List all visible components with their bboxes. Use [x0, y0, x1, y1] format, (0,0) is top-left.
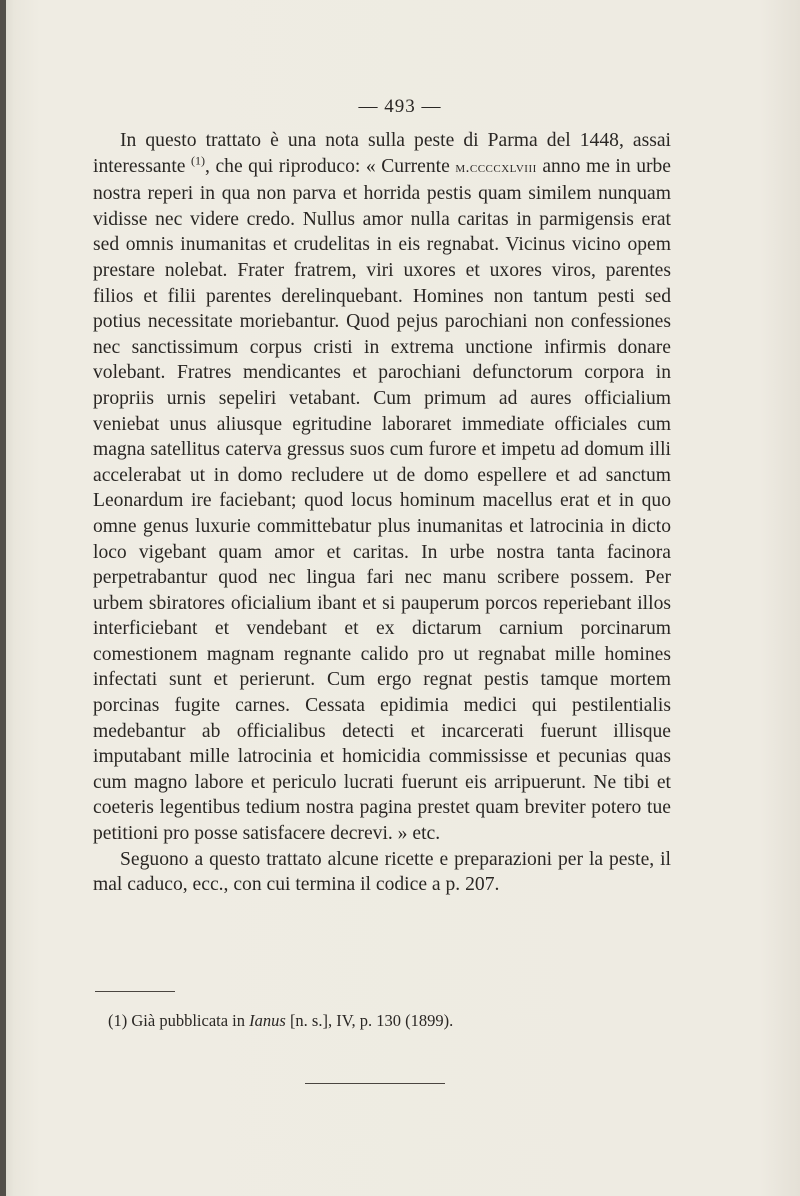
bottom-rule — [305, 1083, 445, 1084]
footnote-text-after: [n. s.], IV, p. 130 (1899). — [285, 1011, 454, 1030]
paragraph-1 — [93, 128, 671, 847]
roman-year: m.ccccxlviii — [455, 159, 537, 176]
footnote-journal: Ianus — [249, 1011, 286, 1030]
footnote-mark: (1) — [108, 1011, 128, 1030]
para1-quote: anno me in urbe nostra reperi in qua non parva et horrida pestis quam similem nunquam vidisse nec videre credo. Nullus amor nulla caritas in parmigensis erat sed omnis inumanitas et crudelitas in eis regnabat. Vicinus vicino opem prestare nolebat. Frater fratrem, viri uxores et uxores viros, parentes filios et filii parentes derelinquebant. Homines non tantum pesti sed potius necessitate moriebantur. Quod pejus parochiani non confessiones nec sanctissimum corpus cristi in extrema unctione infirmis donare volebant. Fratres mendicantes et parochiani defunctorum corpora in propriis urnis sepeliri vetabant. Cum primum ad aures officialium veniebat unus aliusque egritudine laboraret immediate officiales cum magna satellitus caterva gressus suos cum furore et impetu ad domum illi accelerabat ut in domo recludere ut de domo espellere et ad sanctum Leonardum ire faciebant; quod locus hominum macellus erat et in quo omne genus luxurie committebatur plus inumanitas et latrocinia in dicto loco vigebant quam amor et caritas. In urbe nostra tanta facinora perpetrabantur quod nec lingua fari nec manu scribere possem. Per urbem sbiratores oficialium ibant et si pauperum porcos reperiebant illos interficiebant et vendebant et ex dictarum carnium porcinarum comestionem magnam regnante calido pro ut regnabat mille homines infectati sunt et perierunt. Cum ergo regnat pestis tamque mortem porcinas fugite carnes. Cessata epidimia medici qui pestilentialis medebantur ab officialibus detecti et incarcerati fuerunt illisque imputabant mille latrocinia et homicidia commississe et pecunias quas cum magno labore et periculo lucrati fuerunt eis arripuerunt. Ne tibi et coeteris legentibus tedium nostra pagina prestet quam breviter potero tue petitioni pro posse satisfacere decrevi. » etc. — [93, 155, 672, 845]
footnote-text-before: Già pubblicata in — [127, 1011, 250, 1030]
paragraph-2: Seguono a questo trattato alcune ricette e preparazioni per la peste, il mal caduco, ecc., con cui termina il codice a p. 207. — [93, 848, 671, 896]
para1-lead: , che qui riproduco: « Currente — [205, 155, 456, 177]
main-text — [93, 128, 671, 898]
page-binding-edge — [0, 0, 6, 1196]
footnote-separator — [95, 991, 175, 992]
para1-intro: In questo trattato è una nota sulla peste di Parma del 1448, assai interessante — [93, 130, 671, 177]
footnote-reference: (1) — [191, 153, 206, 168]
page-number: — 493 — — [358, 96, 442, 117]
footnote — [108, 1010, 668, 1032]
